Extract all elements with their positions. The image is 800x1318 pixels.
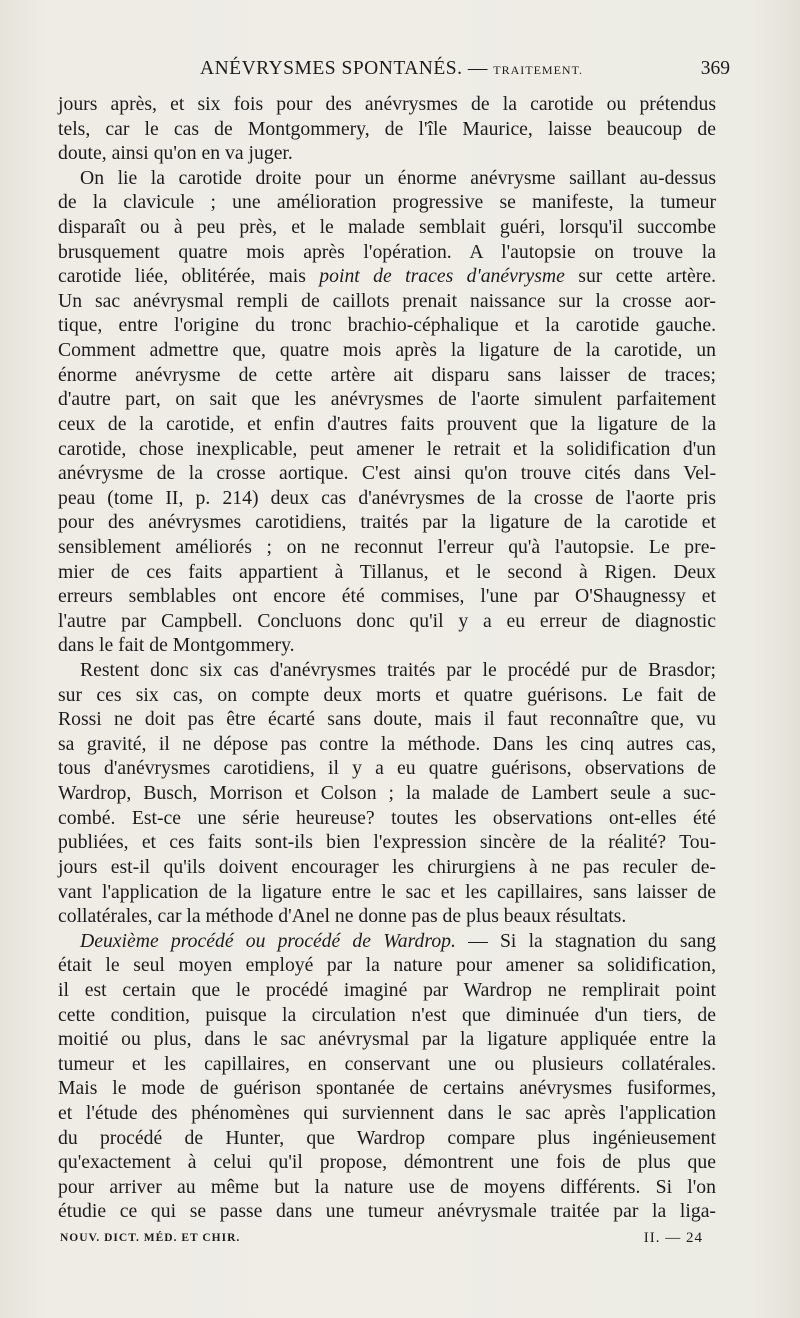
text-line: énorme anévrysme de cette artère ait disparu sans laisser de traces; — [58, 363, 716, 386]
text-line: Restent donc six cas d'anévrysmes traités par le procédé pur de Brasdor; — [80, 659, 716, 682]
text-segment: sur cette artère. — [564, 265, 717, 288]
text-line: tique, entre l'origine du tronc brachio-céphalique et la carotide gauche. — [58, 314, 716, 337]
text-line: carotide, chose inexplicable, peut amener le retrait et la solidification d'un — [58, 437, 716, 460]
text-line: pour des anévrysmes carotidiens, traités par la ligature de la carotide et — [58, 511, 716, 534]
text-line: disparaît ou à peu près, et le malade semblait guéri, lorsqu'il succombe — [58, 216, 716, 239]
text-line: pour arriver au même but la nature use de moyens différents. Si l'on — [58, 1175, 716, 1198]
text-line: était le seul moyen employé par la nature pour amener sa solidification, — [58, 954, 716, 977]
text-segment: — Si la stagnation du sang — [455, 929, 717, 952]
running-header — [60, 58, 730, 88]
header-title: ANÉVRYSMES SPONTANÉS. — [200, 58, 463, 79]
text-line: jours après, et six fois pour des anévrysmes de la carotide ou prétendus — [58, 93, 716, 115]
text-line: Rossi ne doit pas être écarté sans doute, mais il faut reconnaître que, vu — [58, 708, 716, 731]
text-line: On lie la carotide droite pour un énorme anévrysme saillant au-dessus — [80, 166, 716, 189]
text-line: d'autre part, on sait que les anévrysmes de l'aorte simulent parfaitement — [58, 388, 716, 411]
text-line: peau (tome II, p. 214) deux cas d'anévrysmes de la crosse de l'aorte pris — [58, 486, 716, 509]
text-line: ceux de la carotide, et enfin d'autres faits prouvent que la ligature de la — [58, 412, 716, 435]
text-line: publiées, et ces faits sont-ils bien l'expression sincère de la réalité? Tou- — [58, 831, 716, 854]
footer-signature: NOUV. DICT. MÉD. ET CHIR. — [60, 1232, 241, 1244]
page-number: 369 — [700, 58, 730, 79]
page-footer — [60, 1232, 717, 1252]
italic-text: Deuxième procédé ou procédé de Wardrop. — [80, 929, 456, 952]
footer-volume-sheet: II. — 24 — [643, 1230, 703, 1246]
text-line: qu'exactement à celui qu'il propose, démontrent une fois de plus que — [58, 1151, 716, 1174]
text-line: combé. Est-ce une série heureuse? toutes les observations ont-elles été — [58, 806, 716, 829]
text-line: anévrysme de la crosse aortique. C'est ainsi qu'on trouve cités dans Vel- — [58, 462, 716, 485]
text-line: Wardrop, Busch, Morrison et Colson ; la malade de Lambert seule a suc- — [58, 782, 716, 805]
text-line: sa gravité, il ne dépose pas contre la méthode. Dans les cinq autres cas, — [58, 732, 716, 755]
text-line: Mais le mode de guérison spontanée de certains anévrysmes fusiformes, — [58, 1077, 716, 1100]
text-line: mier de ces faits appartient à Tillanus, et le second à Rigen. Deux — [58, 560, 716, 583]
body-text — [58, 92, 716, 1224]
text-segment: carotide liée, oblitérée, mais — [58, 265, 320, 288]
text-line: il est certain que le procédé imaginé par Wardrop ne remplirait point — [58, 978, 716, 1001]
text-line — [58, 264, 716, 289]
header-dash: — — [467, 58, 488, 79]
running-title — [200, 58, 583, 80]
text-line: moitié ou plus, dans le sac anévrysmal par la ligature appliquée entre la — [58, 1028, 716, 1051]
text-line: l'autre par Campbell. Concluons donc qu'il y a eu erreur de diagnostic — [58, 609, 716, 632]
text-line: vant l'application de la ligature entre le sac et les capillaires, sans laisser de — [58, 880, 716, 903]
text-line: sur ces six cas, on compte deux morts et quatre guérisons. Le fait de — [58, 683, 716, 706]
italic-text: point de traces d'anévrysme — [319, 265, 565, 288]
text-line: tels, car le cas de Montgommery, de l'île Maurice, laisse beaucoup de — [58, 117, 716, 140]
text-line: jours est-il qu'ils doivent encourager les chirurgiens à ne pas reculer de- — [58, 855, 716, 878]
text-line: tous d'anévrysmes carotidiens, il y a eu quatre guérisons, observations de — [58, 757, 716, 780]
text-line: brusquement quatre mois après l'opération. A l'autopsie on trouve la — [58, 240, 716, 263]
text-line: du procédé de Hunter, que Wardrop compare plus ingénieusement — [58, 1126, 716, 1149]
text-line: cette condition, puisque la circulation n'est que diminuée d'un tiers, de — [58, 1003, 716, 1026]
text-line: Un sac anévrysmal rempli de caillots prenait naissance sur la crosse aor- — [58, 289, 716, 312]
text-line: et l'étude des phénomènes qui surviennent dans le sac après l'application — [58, 1101, 716, 1124]
text-line: Comment admettre que, quatre mois après la ligature de la carotide, un — [58, 339, 716, 362]
text-line: dans le fait de Montgommery. — [58, 634, 295, 657]
text-line: erreurs semblables ont encore été commises, l'une par O'Shaugnessy et — [58, 585, 716, 608]
text-line: de la clavicule ; une amélioration progressive se manifeste, la tumeur — [58, 191, 716, 214]
text-line — [58, 929, 716, 954]
text-line: étudie ce qui se passe dans une tumeur anévrysmale traitée par la liga- — [58, 1200, 716, 1223]
text-line: collatérales, car la méthode d'Anel ne donne pas de plus beaux résultats. — [58, 905, 627, 928]
text-line: doute, ainsi qu'on en va juger. — [58, 142, 293, 165]
text-line: tumeur et les capillaires, en conservant une ou plusieurs collatérales. — [58, 1052, 716, 1075]
text-line: sensiblement améliorés ; on ne reconnut l'erreur qu'à l'autopsie. Le pre- — [58, 535, 716, 558]
header-subtitle: TRAITEMENT. — [493, 63, 584, 77]
